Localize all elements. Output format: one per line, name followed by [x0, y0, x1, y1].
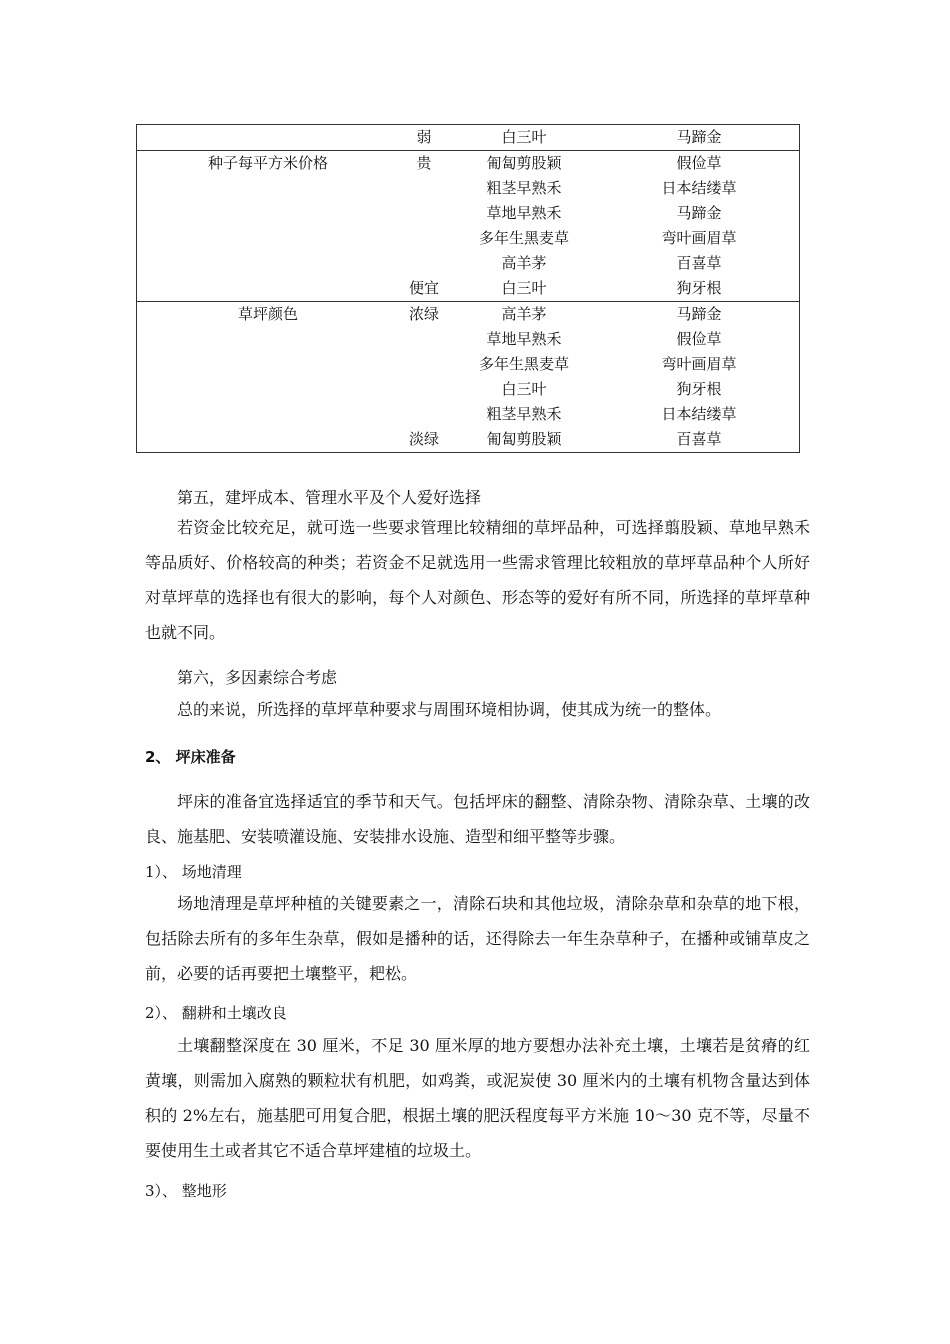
- paragraph-fifth-title: 第五，建坪成本、管理水平及个人爱好选择: [177, 488, 482, 507]
- table-cell-c3: 多年生黑麦草: [478, 229, 569, 247]
- table-cell-c3: 粗茎早熟禾: [486, 405, 562, 423]
- table-cell-c4: 弯叶画眉草: [661, 229, 737, 247]
- section-heading-2: 2、 坪床准备: [145, 748, 236, 766]
- table-cell-c1: [137, 226, 399, 251]
- table-cell-c2: [399, 251, 449, 276]
- table-cell-c3: 白三叶: [501, 279, 547, 297]
- table-row: [137, 276, 799, 301]
- table-cell-c3: 白三叶: [501, 380, 547, 398]
- subsection-2-body: 土壤翻整深度在 30 厘米，不足 30 厘米厚的地方要想办法补充土壤，土壤若是贫瘠的红黄壤，则需加入腐熟的颗粒状有机肥，如鸡粪，或泥炭使 30 厘米内的土壤有机物含量达到体积的 2%左右，施基肥可用复合肥，根据土壤的肥沃程度每平方米施 10～30 克不等，尽量不要使用生土或者其它不适合草坪建植的垃圾土。: [145, 1036, 810, 1160]
- table-cell-c4: 马蹄金: [676, 128, 722, 146]
- table-cell-c1: [137, 251, 399, 276]
- table-row: [137, 125, 799, 150]
- subheading-3: 3）、 整地形: [145, 1182, 227, 1200]
- table-cell-c2: [399, 176, 449, 201]
- table-cell-c2: [399, 377, 449, 402]
- table-cell-c1: [137, 125, 399, 150]
- table-cell-c4: 狗牙根: [676, 279, 722, 297]
- table-cell-c3: 草地早熟禾: [486, 204, 562, 222]
- table-cell-c4: 百喜草: [676, 430, 722, 448]
- table-cell-c4: 弯叶画眉草: [661, 355, 737, 373]
- table-cell-c2: 淡绿: [408, 430, 439, 448]
- table-cell-c3: 高羊茅: [501, 254, 547, 272]
- paragraph-fifth-body: 若资金比较充足，就可选一些要求管理比较精细的草坪品种，可选择翦股颖、草地早熟禾等品质好、价格较高的种类；若资金不足就选用一些需求管理比较粗放的草坪草品种个人所好对草坪草的选择也有很大的影响，每个人对颜色、形态等的爱好有所不同，所选择的草坪草种也就不同。: [145, 518, 810, 642]
- table-cell-c2: 弱: [416, 128, 432, 146]
- grass-comparison-table: [136, 124, 800, 453]
- table-cell-c4: 日本结缕草: [661, 405, 737, 423]
- table-cell-c4: 百喜草: [676, 254, 722, 272]
- table-cell-c4: 狗牙根: [676, 380, 722, 398]
- table-cell-c4: 日本结缕草: [661, 179, 737, 197]
- table-cell-c1: [137, 402, 399, 427]
- table-cell-c1: [137, 352, 399, 377]
- table-cell-c2: 贵: [416, 154, 432, 172]
- table-cell-c1: [137, 201, 399, 226]
- table-cell-c3: 多年生黑麦草: [478, 355, 569, 373]
- paragraph-sixth-title: 第六，多因素综合考虑: [177, 668, 338, 687]
- table-cell-c4: 假俭草: [676, 154, 722, 172]
- table-row: [137, 150, 799, 176]
- table-row: [137, 377, 799, 402]
- subsection-1-body: 场地清理是草坪种植的关键要素之一，清除石块和其他垃圾，清除杂草和杂草的地下根，包括除去所有的多年生杂草，假如是播种的话，还得除去一年生杂草种子，在播种或铺草皮之前，必要的话再要把土壤整平，耙松。: [145, 894, 810, 983]
- subheading-2: 2）、 翻耕和土壤改良: [145, 1004, 287, 1022]
- table-row: [137, 301, 799, 327]
- table-row: [137, 352, 799, 377]
- table-cell-c2: [399, 352, 449, 377]
- table-cell-c3: 匍匐剪股颖: [486, 430, 562, 448]
- table-cell-c2: 浓绿: [408, 305, 439, 323]
- table-cell-c3: 匍匐剪股颖: [486, 154, 562, 172]
- table-cell-c4: 假俭草: [676, 330, 722, 348]
- table-cell-c4: 马蹄金: [676, 204, 722, 222]
- table-cell-c2: 便宜: [408, 279, 439, 297]
- table-cell-c4: 马蹄金: [676, 305, 722, 323]
- table-cell-c1: [137, 276, 399, 301]
- table-cell-c1: [137, 427, 399, 452]
- table-cell-c2: [399, 226, 449, 251]
- subheading-1: 1）、 场地清理: [145, 863, 242, 881]
- table-cell-c1: 种子每平方米价格: [207, 154, 328, 172]
- table-cell-c2: [399, 201, 449, 226]
- table-cell-c1: [137, 327, 399, 352]
- table-cell-c3: 粗茎早熟禾: [486, 179, 562, 197]
- table-cell-c1: 草坪颜色: [237, 305, 298, 323]
- section-2-body: 坪床的准备宜选择适宜的季节和天气。包括坪床的翻整、清除杂物、清除杂草、土壤的改良、施基肥、安装喷灌设施、安装排水设施、造型和细平整等步骤。: [145, 792, 810, 846]
- table-row: [137, 176, 799, 201]
- table-row: [137, 251, 799, 276]
- table-row: [137, 201, 799, 226]
- table-row: [137, 427, 799, 452]
- table-cell-c3: 高羊茅: [501, 305, 547, 323]
- table-row: [137, 226, 799, 251]
- table-cell-c2: [399, 402, 449, 427]
- table-row: [137, 327, 799, 352]
- paragraph-sixth-body: 总的来说，所选择的草坪草种要求与周围环境相协调，使其成为统一的整体。: [177, 700, 722, 719]
- table-cell-c1: [137, 377, 399, 402]
- table-cell-c3: 草地早熟禾: [486, 330, 562, 348]
- table-cell-c1: [137, 176, 399, 201]
- table-cell-c2: [399, 327, 449, 352]
- table-cell-c3: 白三叶: [501, 128, 547, 146]
- table-row: [137, 402, 799, 427]
